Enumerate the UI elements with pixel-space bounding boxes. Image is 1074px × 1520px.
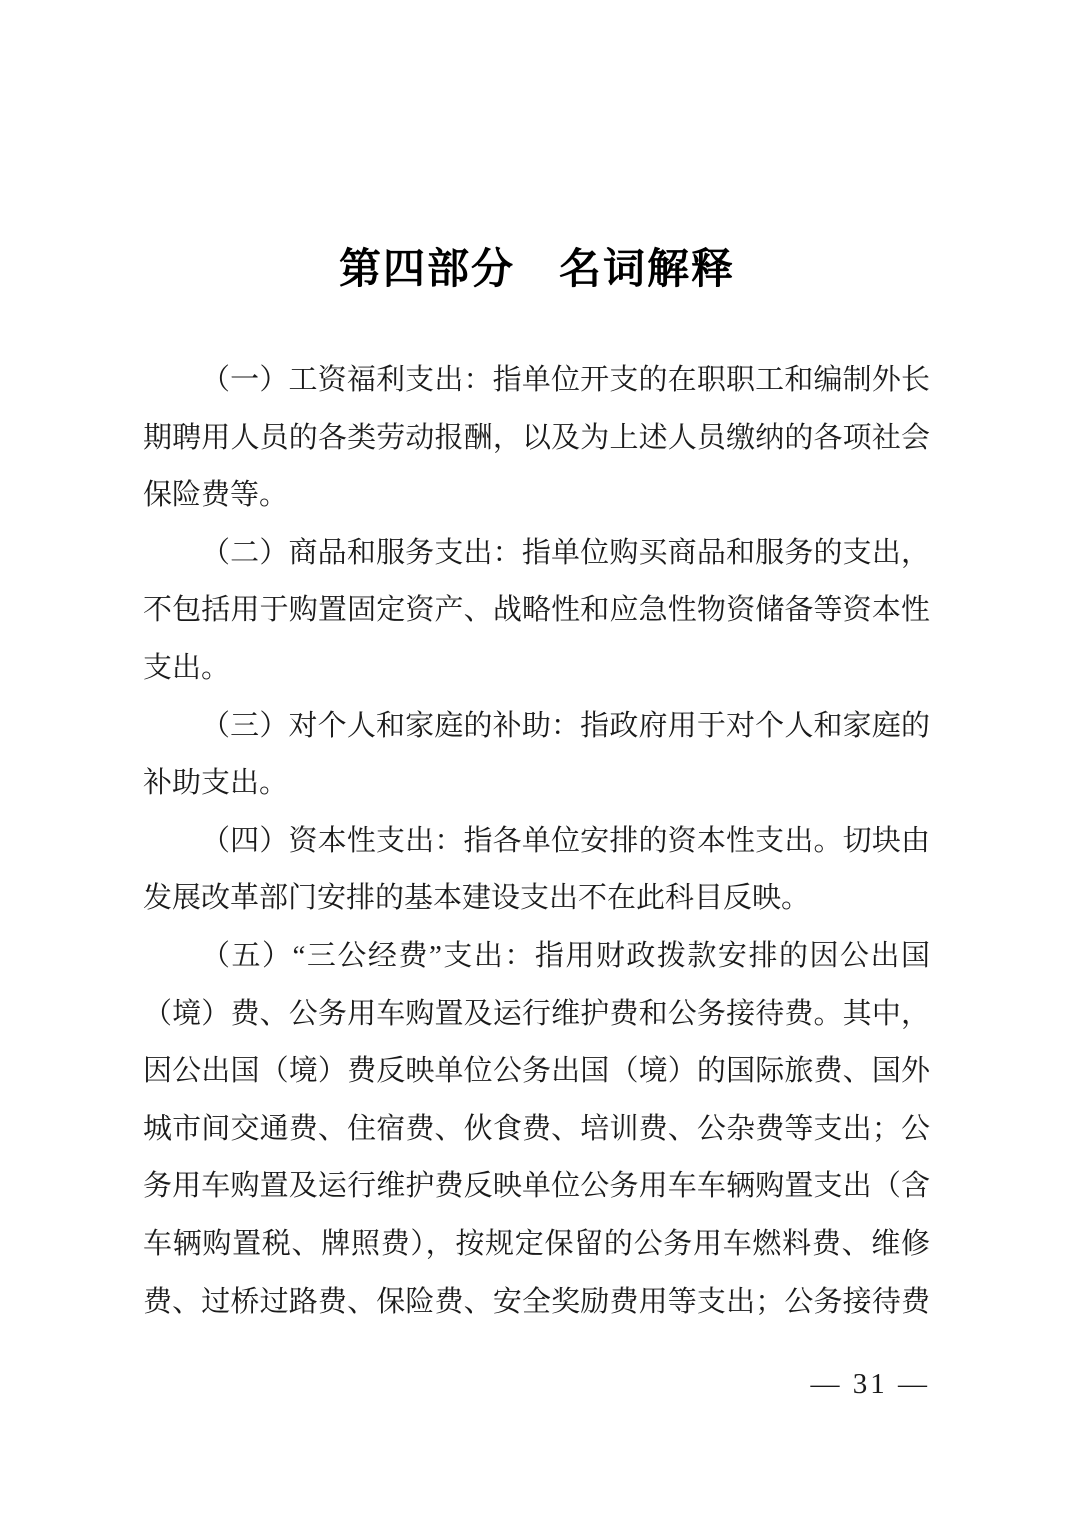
document-line: 支出。 — [143, 651, 231, 684]
document-line: 期聘用人员的各类劳动报酬，以及为上述人员缴纳的各项社会 — [143, 421, 930, 454]
document-line: （境）费、公务用车购置及运行维护费和公务接待费。其中， — [143, 997, 930, 1030]
document-body — [143, 352, 930, 1331]
document-line: （五）“三公经费”支出：指用财政拨款安排的因公出国 — [201, 939, 930, 972]
document-line: 费、过桥过路费、保险费、安全奖励费用等支出；公务接待费 — [143, 1285, 930, 1318]
document-line: 发展改革部门安排的基本建设支出不在此科目反映。 — [143, 882, 811, 915]
document-line: （四）资本性支出：指各单位安排的资本性支出。切块由 — [201, 824, 930, 857]
document-line: 城市间交通费、住宿费、伙食费、培训费、公杂费等支出；公 — [143, 1112, 930, 1145]
document-line: 因公出国（境）费反映单位公务出国（境）的国际旅费、国外 — [143, 1055, 930, 1088]
document-line: 车辆购置税、牌照费），按规定保留的公务用车燃料费、维修 — [143, 1227, 930, 1260]
section-title: 第四部分 名词解释 — [338, 245, 735, 292]
page-number: — 31 — — [810, 1368, 930, 1400]
document-line: 务用车购置及运行维护费反映单位公务用车车辆购置支出（含 — [143, 1170, 930, 1203]
document-line: （二）商品和服务支出：指单位购买商品和服务的支出， — [201, 536, 930, 569]
document-line: 不包括用于购置固定资产、战略性和应急性物资储备等资本性 — [143, 594, 930, 627]
document-line: 保险费等。 — [143, 479, 289, 512]
document-line: 补助支出。 — [143, 767, 289, 800]
document-line: （一）工资福利支出：指单位开支的在职职工和编制外长 — [201, 364, 930, 396]
document-line: （三）对个人和家庭的补助：指政府用于对个人和家庭的 — [201, 709, 930, 742]
